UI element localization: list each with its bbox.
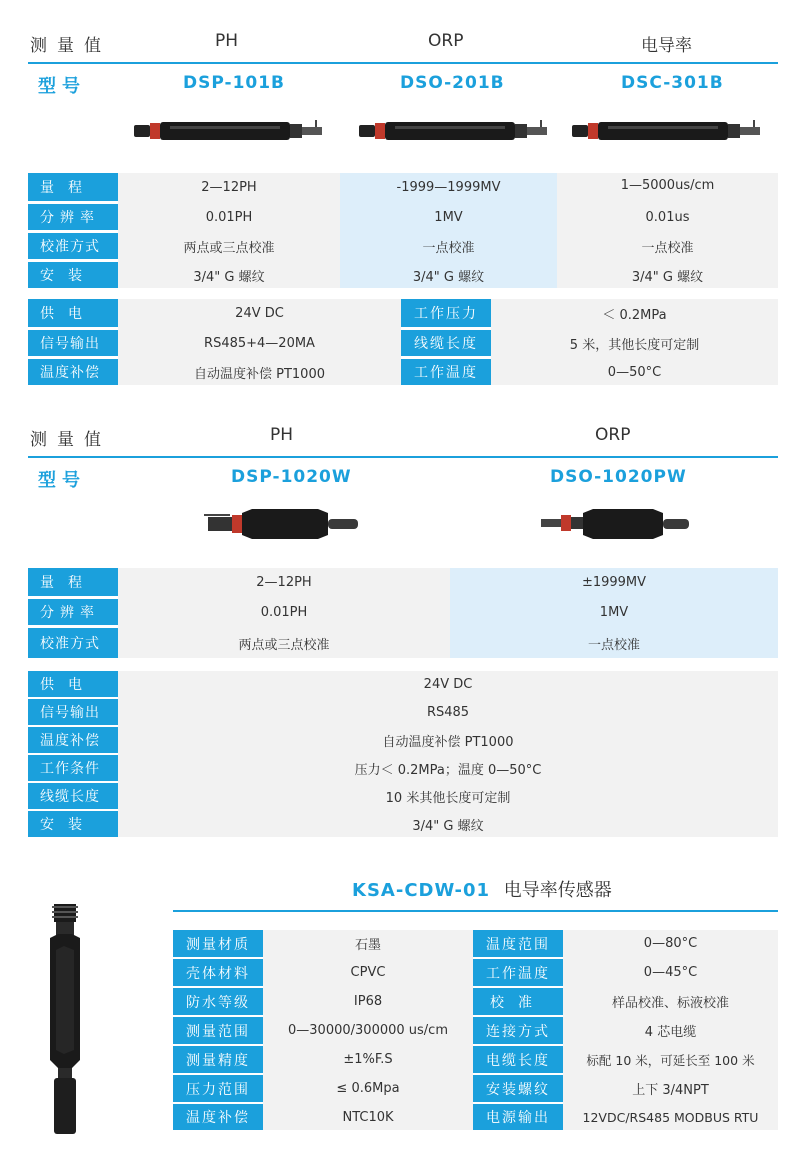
s1-measure-ph: PH xyxy=(215,31,239,51)
s1-ph-range: 2—12PH xyxy=(201,179,257,195)
s3-waterproof-value: IP68 xyxy=(353,994,383,1009)
s1-conductivity-calibration: 一点校准 xyxy=(641,240,694,256)
s1-label-resolution: 分辨率 xyxy=(28,204,118,230)
s3-connection-value: 4 芯电缆 xyxy=(644,1025,697,1040)
s3-label-temp-range: 温度范围 xyxy=(473,930,563,957)
s1-label-install: 安装 xyxy=(28,262,118,288)
s1-orp-range: -1999—1999MV xyxy=(396,179,501,195)
s3-label-temp-comp: 温度补偿 xyxy=(173,1104,263,1130)
s1-conductivity-install: 3/4" G 螺纹 xyxy=(631,269,704,285)
s2-common-label-temp-comp: 温度补偿 xyxy=(28,727,118,753)
s2-common-label-signal: 信号输出 xyxy=(28,699,118,725)
s3-product-name: 电导率传感器 xyxy=(503,880,612,901)
s2-orp-calibration: 一点校准 xyxy=(587,637,640,653)
s3-thread-value: 上下 3/4NPT xyxy=(632,1083,709,1098)
s3-label-housing: 壳体材料 xyxy=(173,959,263,986)
s2-common-label-conditions: 工作条件 xyxy=(28,755,118,781)
s2-model-ph: DSP-1020W xyxy=(231,467,352,487)
s3-accuracy-value: ±1%F.S xyxy=(343,1052,393,1067)
s3-label-accuracy: 测量精度 xyxy=(173,1046,263,1073)
s3-housing-value: CPVC xyxy=(350,965,386,980)
s2-ph-calibration: 两点或三点校准 xyxy=(238,637,330,653)
s1-common-cable-value: 5 米，其他长度可定制 xyxy=(569,337,700,353)
s2-orp-range: ±1999MV xyxy=(581,574,647,590)
s1-ph-resolution: 0.01PH xyxy=(205,209,253,225)
probe-image-orp-1020pw xyxy=(535,505,695,541)
s3-label-range: 测量范围 xyxy=(173,1017,263,1044)
s1-common-signal-value: RS485+4—20MA xyxy=(204,335,315,351)
s2-divider xyxy=(28,456,778,458)
s2-model-label: 型号 xyxy=(38,470,86,491)
s2-common-conditions-value: 压力＜ 0.2MPa；温度 0—50°C xyxy=(354,762,542,778)
s2-model-orp: DSO-1020PW xyxy=(550,467,687,487)
probe-image-ph xyxy=(130,115,330,145)
s1-conductivity-range: 1—5000us/cm xyxy=(620,177,715,193)
s1-common-work-temp-value: 0—50°C xyxy=(607,364,662,380)
s3-power-output-value: 12VDC/RS485 MODBUS RTU xyxy=(582,1109,759,1125)
s2-common-signal-value: RS485 xyxy=(426,704,470,720)
s3-range-value: 0—30000/300000 us/cm xyxy=(288,1023,448,1038)
s1-divider xyxy=(28,62,778,64)
s1-common-label-work-temp: 工作温度 xyxy=(401,359,491,385)
s2-measure-orp: ORP xyxy=(595,425,631,445)
s1-common-temp-comp-value: 自动温度补偿 PT1000 xyxy=(194,366,325,382)
s2-label-range: 量程 xyxy=(28,568,118,596)
s1-common-pressure-value: ＜ 0.2MPa xyxy=(602,307,667,323)
s1-orp-calibration: 一点校准 xyxy=(422,240,475,256)
s3-label-work-temp: 工作温度 xyxy=(473,959,563,986)
s1-header-label: 测量值 xyxy=(30,36,111,56)
s1-common-label-cable: 线缆长度 xyxy=(401,330,491,356)
s1-conductivity-resolution: 0.01us xyxy=(645,209,690,225)
s1-common-power-value: 24V DC xyxy=(235,305,284,321)
s2-common-label-cable: 线缆长度 xyxy=(28,783,118,809)
s1-label-calibration: 校准方式 xyxy=(28,233,118,259)
s1-model-ph: DSP-101B xyxy=(183,73,286,93)
s3-title xyxy=(352,876,612,902)
s1-common-label-temp-comp: 温度补偿 xyxy=(28,359,118,385)
s3-label-calibration: 校准 xyxy=(473,988,563,1015)
s1-ph-calibration: 两点或三点校准 xyxy=(183,240,275,256)
s1-measure-orp: ORP xyxy=(428,31,464,51)
s3-label-connection: 连接方式 xyxy=(473,1017,563,1044)
s2-common-install-value: 3/4" G 螺纹 xyxy=(412,818,484,834)
s3-temp-comp-value: NTC10K xyxy=(342,1109,394,1125)
s3-divider xyxy=(173,910,778,912)
s2-label-calibration: 校准方式 xyxy=(28,628,118,658)
s1-model-orp: DSO-201B xyxy=(400,73,505,93)
s3-label-pressure: 压力范围 xyxy=(173,1075,263,1102)
s2-ph-resolution: 0.01PH xyxy=(260,604,308,620)
s3-pressure-value: ≤ 0.6Mpa xyxy=(336,1081,400,1096)
s1-common-label-power: 供电 xyxy=(28,299,118,327)
probe-image-ksa-cdw-01 xyxy=(30,900,100,1140)
s3-label-power-output: 电源输出 xyxy=(473,1104,563,1130)
s3-work-temp-value: 0—45°C xyxy=(643,965,698,980)
s1-common-label-pressure: 工作压力 xyxy=(401,299,491,327)
s2-common-cable-value: 10 米其他长度可定制 xyxy=(385,790,511,806)
s2-orp-resolution: 1MV xyxy=(599,604,629,620)
s3-material-value: 石墨 xyxy=(354,938,381,953)
s1-common-label-signal: 信号输出 xyxy=(28,330,118,356)
s2-common-temp-comp-value: 自动温度补偿 PT1000 xyxy=(382,734,514,750)
s3-label-thread: 安装螺纹 xyxy=(473,1075,563,1102)
s3-cable-length-value: 标配 10 米，可延长至 100 米 xyxy=(586,1052,755,1068)
s2-common-power-value: 24V DC xyxy=(423,676,473,692)
s2-common-label-power: 供电 xyxy=(28,671,118,697)
s2-header-label: 测量值 xyxy=(30,430,111,450)
s1-model-conductivity: DSC-301B xyxy=(621,73,724,93)
s1-orp-install: 3/4" G 螺纹 xyxy=(412,269,485,285)
probe-image-orp xyxy=(355,115,555,145)
s1-model-label: 型号 xyxy=(38,76,86,97)
s3-label-material: 测量材质 xyxy=(173,930,263,957)
s1-ph-install: 3/4" G 螺纹 xyxy=(193,269,265,285)
s3-label-waterproof: 防水等级 xyxy=(173,988,263,1015)
s3-label-cable-length: 电缆长度 xyxy=(473,1046,563,1073)
s2-measure-ph: PH xyxy=(270,425,294,445)
s2-label-resolution: 分辨率 xyxy=(28,599,118,625)
s2-ph-range: 2—12PH xyxy=(256,574,312,590)
probe-image-conductivity xyxy=(568,115,768,145)
probe-image-ph-1020w xyxy=(200,505,365,541)
s3-calibration-value: 样品校准、标液校准 xyxy=(611,996,729,1011)
s1-orp-resolution: 1MV xyxy=(434,209,463,225)
s1-measure-conductivity: 电导率 xyxy=(641,36,692,56)
s1-label-range: 量程 xyxy=(28,173,118,201)
s3-temp-range-value: 0—80°C xyxy=(643,936,698,951)
s2-common-label-install: 安装 xyxy=(28,811,118,837)
s3-model: KSA-CDW-01 xyxy=(352,880,491,901)
